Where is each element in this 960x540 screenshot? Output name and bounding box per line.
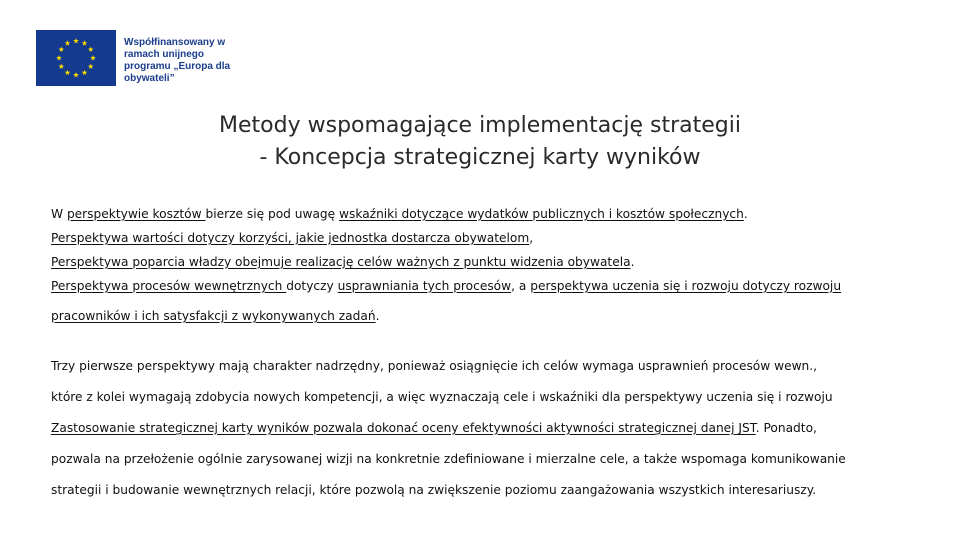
body-line: Trzy pierwsze perspektywy mają charakter nadrzędny, ponieważ osiągnięcie ich celów wymaga usprawnień procesów wewn., bbox=[51, 359, 818, 373]
body-line: W perspektywie kosztów bierze się pod uwagę wskaźniki dotyczące wydatków publicznych i kosztów społecznych. bbox=[51, 207, 748, 221]
body-line: pozwala na przełożenie ogólnie zarysowanej wizji na konkretnie zdefiniowane i mierzalne cele, a także wspomaga komunikowanie bbox=[51, 452, 846, 466]
body-line: Perspektywa poparcia władzy obejmuje realizację celów ważnych z punktu widzenia obywatela. bbox=[51, 255, 635, 269]
eu-flag-icon bbox=[36, 30, 116, 86]
slide-title-line-1: Metody wspomagające implementację strategii bbox=[219, 113, 741, 138]
body-line: Zastosowanie strategicznej karty wyników pozwala dokonać oceny efektywności aktywności strategicznej danej JST. Ponadto, bbox=[51, 421, 817, 435]
eu-logo-caption bbox=[124, 37, 244, 85]
body-line: strategii i budowanie wewnętrznych relacji, które pozwolą na zwiększenie poziomu zaangażowania wszystkich interesariuszy. bbox=[51, 483, 817, 497]
eu-star-icon bbox=[58, 64, 64, 69]
eu-star-icon bbox=[73, 38, 79, 43]
eu-star-icon bbox=[82, 40, 88, 45]
eu-star-icon bbox=[73, 72, 79, 77]
body-line: które z kolei wymagają zdobycia nowych kompetencji, a więc wyznaczają cele i wskaźniki dla perspektywy uczenia się i rozwoju bbox=[51, 390, 833, 404]
eu-star-icon bbox=[90, 55, 96, 60]
slide-title bbox=[0, 110, 960, 174]
logo-caption-line: ramach unijnego bbox=[124, 49, 205, 60]
logo-caption-line: obywateli” bbox=[124, 73, 175, 84]
body-line: Perspektywa wartości dotyczy korzyści, jakie jednostka dostarcza obywatelom, bbox=[51, 231, 534, 245]
eu-star-icon bbox=[82, 70, 88, 75]
eu-star-icon bbox=[65, 70, 71, 75]
eu-star-icon bbox=[88, 64, 94, 69]
logo-caption-line: programu „Europa dla bbox=[124, 61, 231, 72]
eu-star-icon bbox=[56, 55, 62, 60]
body-line: pracowników i ich satysfakcji z wykonywanych zadań. bbox=[51, 309, 380, 323]
logo-caption-line: Współfinansowany w bbox=[124, 37, 226, 48]
body-line: Perspektywa procesów wewnętrznych dotyczy usprawniania tych procesów, a perspektywa uczenia się i rozwoju dotyczy rozwoju bbox=[51, 279, 842, 293]
slide-title-line-2: - Koncepcja strategicznej karty wyników bbox=[259, 145, 701, 170]
eu-star-icon bbox=[65, 40, 71, 45]
eu-star-icon bbox=[58, 47, 64, 52]
slide-body bbox=[51, 202, 931, 506]
eu-star-icon bbox=[88, 47, 94, 52]
eu-cofinancing-logo bbox=[36, 30, 244, 86]
paragraph-2 bbox=[51, 351, 931, 506]
